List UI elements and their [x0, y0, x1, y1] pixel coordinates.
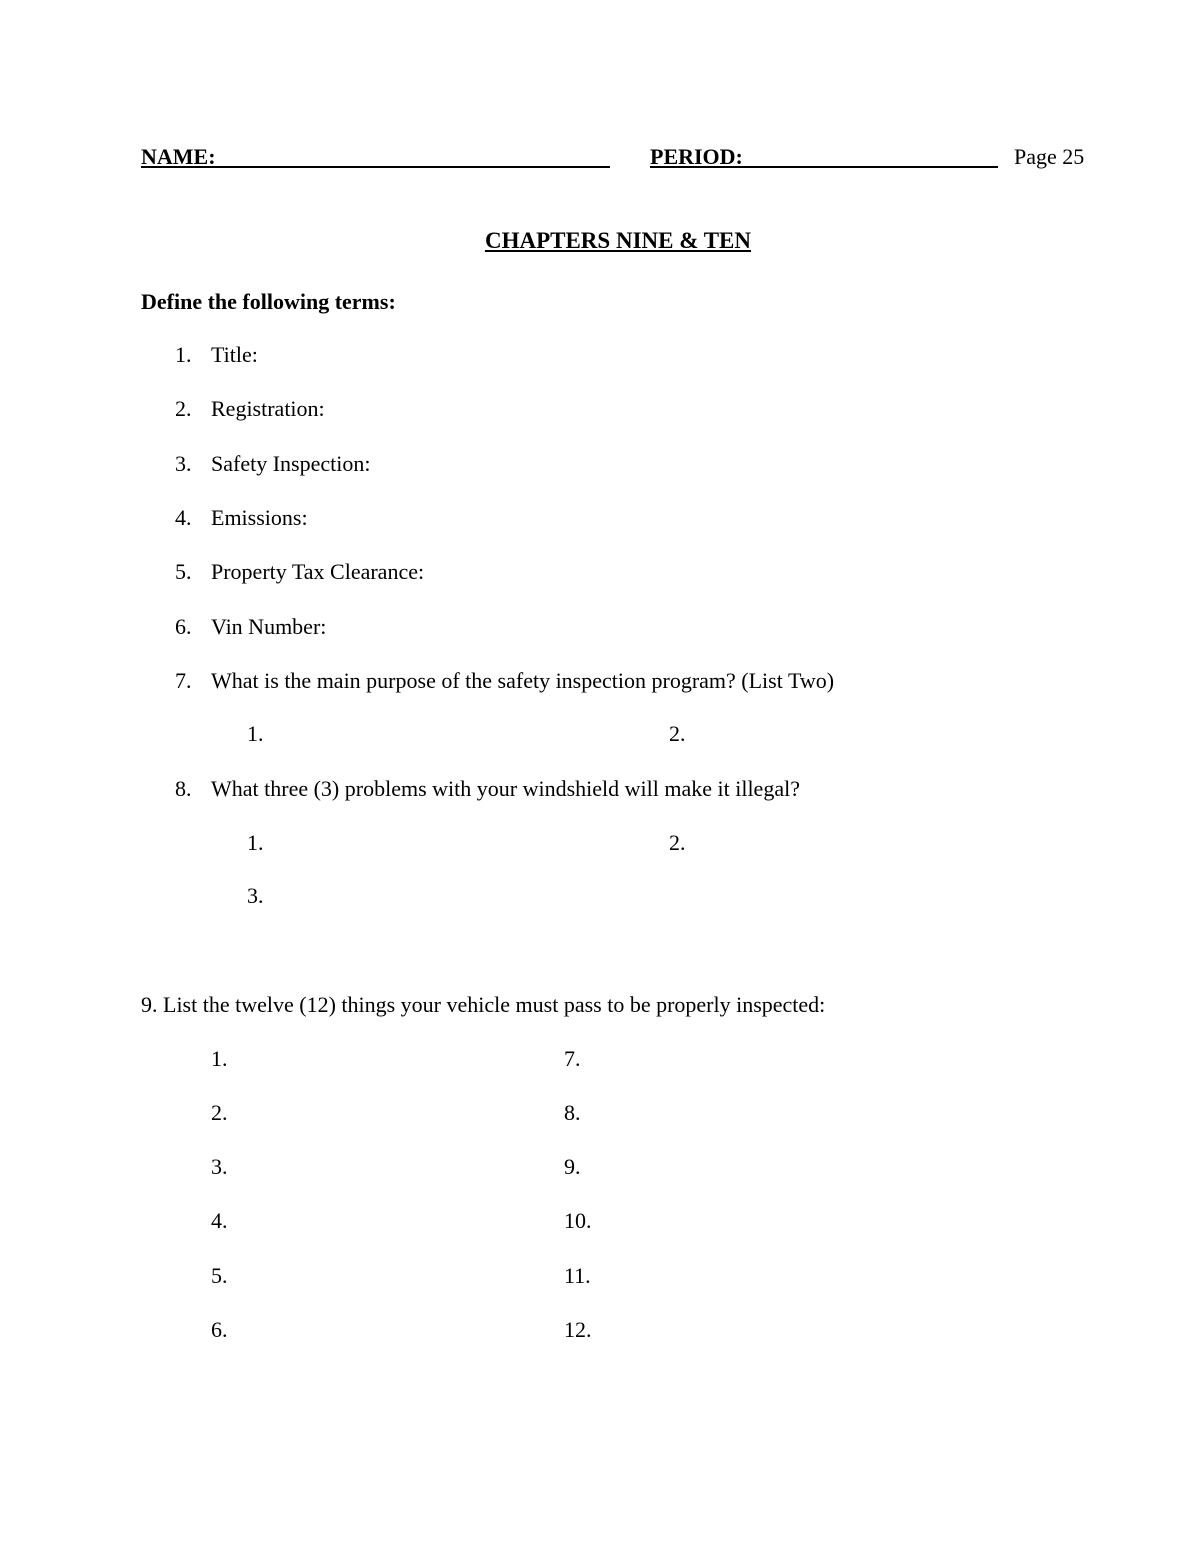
question-number: 7. [175, 668, 192, 693]
term-number: 4. [175, 505, 192, 530]
term-vin-number: Vin Number: [211, 614, 327, 639]
list-item: 8. [564, 1100, 581, 1125]
list-item: 2. [211, 1100, 228, 1125]
list-item: 4. [211, 1208, 228, 1233]
answer-number: 1. [247, 830, 264, 855]
term-number: 6. [175, 614, 192, 639]
name-label: NAME: [141, 144, 216, 169]
term-number: 3. [175, 451, 192, 476]
term-title: Title: [211, 342, 258, 367]
question-number: 8. [175, 776, 192, 801]
answer-number: 2. [669, 830, 686, 855]
answer-number: 3. [247, 883, 264, 908]
list-item: 7. [564, 1046, 581, 1071]
term-safety-inspection: Safety Inspection: [211, 451, 371, 476]
page-title: CHAPTERS NINE & TEN [484, 228, 752, 253]
name-field[interactable] [141, 166, 610, 168]
list-item: 1. [211, 1046, 228, 1071]
list-item: 11. [564, 1263, 591, 1288]
answer-number: 1. [247, 721, 264, 746]
list-item: 12. [564, 1317, 592, 1342]
question-text: What three (3) problems with your windshield will make it illegal? [211, 776, 800, 801]
period-field[interactable] [650, 166, 998, 168]
question-text: What is the main purpose of the safety inspection program? (List Two) [211, 668, 835, 693]
list-item: 3. [211, 1154, 228, 1179]
term-number: 1. [175, 342, 192, 367]
term-property-tax-clearance: Property Tax Clearance: [211, 559, 425, 584]
list-item: 6. [211, 1317, 228, 1342]
list-item: 9. [564, 1154, 581, 1179]
page-number: Page 25 [1014, 144, 1085, 169]
term-number: 2. [175, 396, 192, 421]
list-item: 5. [211, 1263, 228, 1288]
term-registration: Registration: [211, 396, 325, 421]
list-item: 10. [564, 1208, 592, 1233]
period-label: PERIOD: [650, 144, 743, 169]
question-text: 9. List the twelve (12) things your vehicle must pass to be properly inspected: [141, 992, 826, 1017]
term-emissions: Emissions: [211, 505, 308, 530]
answer-number: 2. [669, 721, 686, 746]
term-number: 5. [175, 559, 192, 584]
instructions-heading: Define the following terms: [141, 289, 396, 314]
